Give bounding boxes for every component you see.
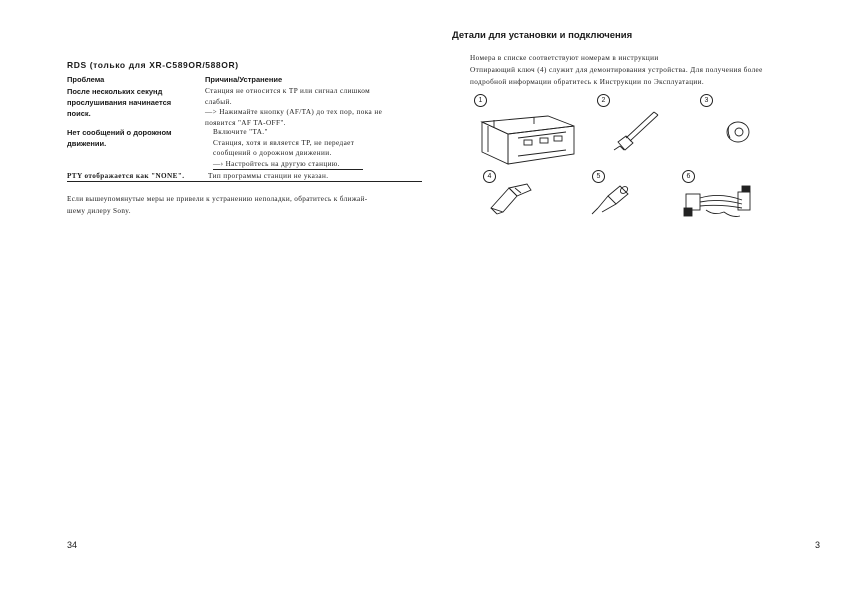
part-number-5: 5 (592, 170, 605, 183)
problem-3: PTY отображается как "NONE". (67, 172, 185, 180)
problem-2 (67, 127, 172, 149)
cause-1-line: слабый. (205, 97, 232, 106)
part-number-6: 6 (682, 170, 695, 183)
antenna-adapter-icon (588, 182, 638, 222)
cause-1 (205, 86, 382, 128)
problem-1-line: прослушивания начинается (67, 98, 172, 107)
intro-line: Отпирающий ключ (4) служит для демонтирования устройства. Для получения более (470, 66, 763, 74)
cause-column-header: Причина/Устранение (205, 75, 283, 84)
part-number-4: 4 (483, 170, 496, 183)
cause-1-line: появится "AF TA-OFF". (205, 118, 286, 127)
rubber-cap-icon (724, 118, 754, 148)
note-line: шему дилеру Sony. (67, 207, 131, 215)
cause-2-line: —› Настройтесь на другую станцию. (213, 159, 340, 168)
problem-1-line: поиск. (67, 109, 91, 118)
right-intro-text (470, 52, 763, 88)
rds-section-title: RDS (только для XR-C589OR/588OR) (67, 60, 239, 70)
intro-line: подробной информации обратитесь к Инструкции по Эксплуатации. (470, 78, 705, 86)
note-line: Если вышеупомянутые меры не привели к устранению неполадки, обратитесь к ближай- (67, 195, 368, 203)
right-section-title: Детали для установки и подключения (452, 30, 633, 41)
cause-2-line: Станция, хотя и является TP, не передает (213, 138, 355, 147)
note-text (67, 193, 368, 217)
cause-2 (213, 127, 354, 169)
problem-1 (67, 86, 171, 119)
table-bottom-rule (67, 181, 422, 182)
cause-1-line: —> Нажимайте кнопку (AF/TA) до тех пор, пока не (205, 108, 383, 116)
part-number-2: 2 (597, 94, 610, 107)
problem-1-line: После нескольких секунд (67, 87, 163, 96)
part-number-3: 3 (700, 94, 713, 107)
cause-1-line: Станция не относится к TP или сигнал слишком (205, 87, 371, 95)
page-number-right: 3 (815, 540, 821, 550)
mounting-sleeve-icon (478, 108, 578, 168)
problem-column-header: Проблема (67, 75, 105, 84)
intro-line: Номера в списке соответствуют номерам в инструкции (470, 54, 659, 62)
bolt-icon (608, 108, 668, 158)
divider (213, 169, 363, 170)
release-key-icon (487, 182, 537, 222)
cause-2-line: Включите "TA." (213, 128, 268, 136)
problem-2-line: движении. (67, 139, 107, 148)
wiring-harness-icon (680, 182, 760, 227)
cause-3: Тип программы станции не указан. (208, 172, 329, 180)
page-number-left: 34 (67, 540, 78, 550)
part-number-1: 1 (474, 94, 487, 107)
problem-2-line: Нет сообщений о дорожном (67, 128, 172, 137)
cause-2-line: сообщений о дорожном движении. (213, 149, 332, 157)
